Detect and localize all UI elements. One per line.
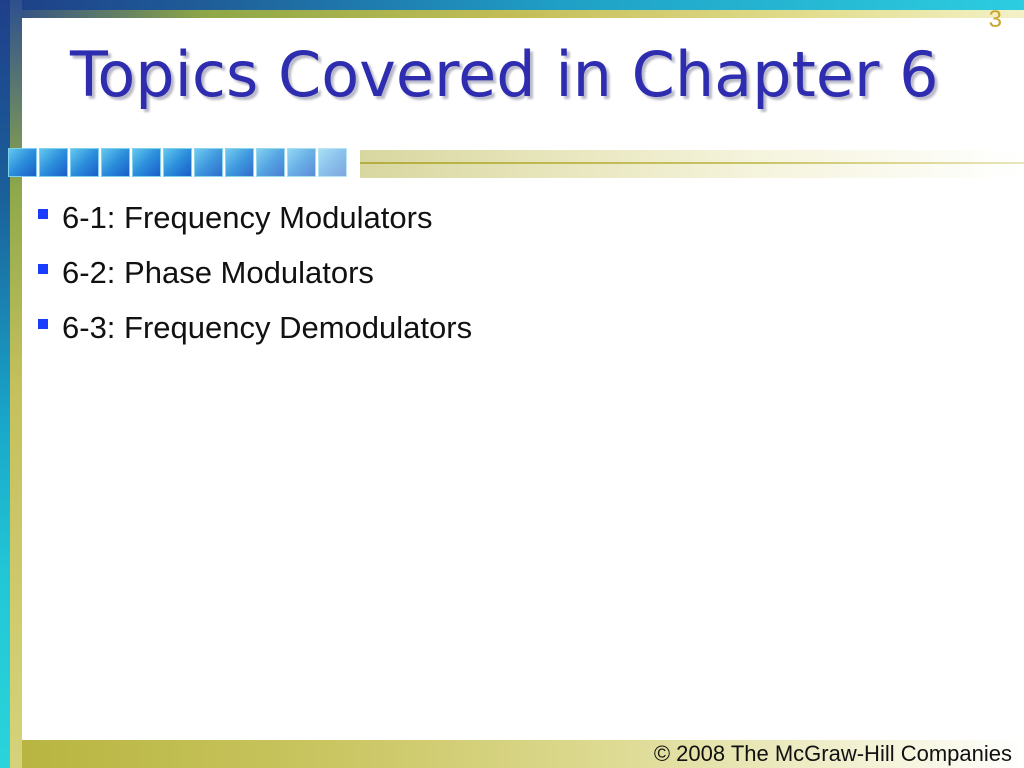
decorative-square — [8, 148, 37, 177]
title-divider-line — [360, 162, 1024, 164]
decorative-square — [194, 148, 223, 177]
copyright-footer: © 2008 The McGraw-Hill Companies — [653, 741, 1012, 766]
left-decorative-bar-accent — [10, 0, 22, 768]
list-item — [38, 190, 472, 245]
decorative-square — [70, 148, 99, 177]
list-item — [38, 300, 472, 355]
decorative-square — [318, 148, 347, 177]
decorative-square — [132, 148, 161, 177]
square-bullet-icon — [38, 264, 48, 274]
list-item-text: 6-2: Phase Modulators — [62, 254, 374, 290]
square-bullet-icon — [38, 209, 48, 219]
decorative-square — [101, 148, 130, 177]
decorative-square — [163, 148, 192, 177]
slide-title: Topics Covered in Chapter 6 — [70, 38, 939, 111]
list-item — [38, 245, 472, 300]
decorative-square — [287, 148, 316, 177]
decorative-square — [225, 148, 254, 177]
decorative-squares-strip — [8, 148, 349, 180]
list-item-text: 6-1: Frequency Modulators — [62, 199, 433, 235]
list-item-text: 6-3: Frequency Demodulators — [62, 309, 473, 345]
slide-content-area — [22, 18, 1024, 740]
topic-list — [38, 190, 472, 355]
title-divider-band — [360, 150, 1024, 178]
decorative-square — [256, 148, 285, 177]
slide-number: 3 — [988, 6, 1002, 33]
decorative-square — [39, 148, 68, 177]
square-bullet-icon — [38, 319, 48, 329]
top-decorative-bar-accent — [0, 10, 1024, 18]
